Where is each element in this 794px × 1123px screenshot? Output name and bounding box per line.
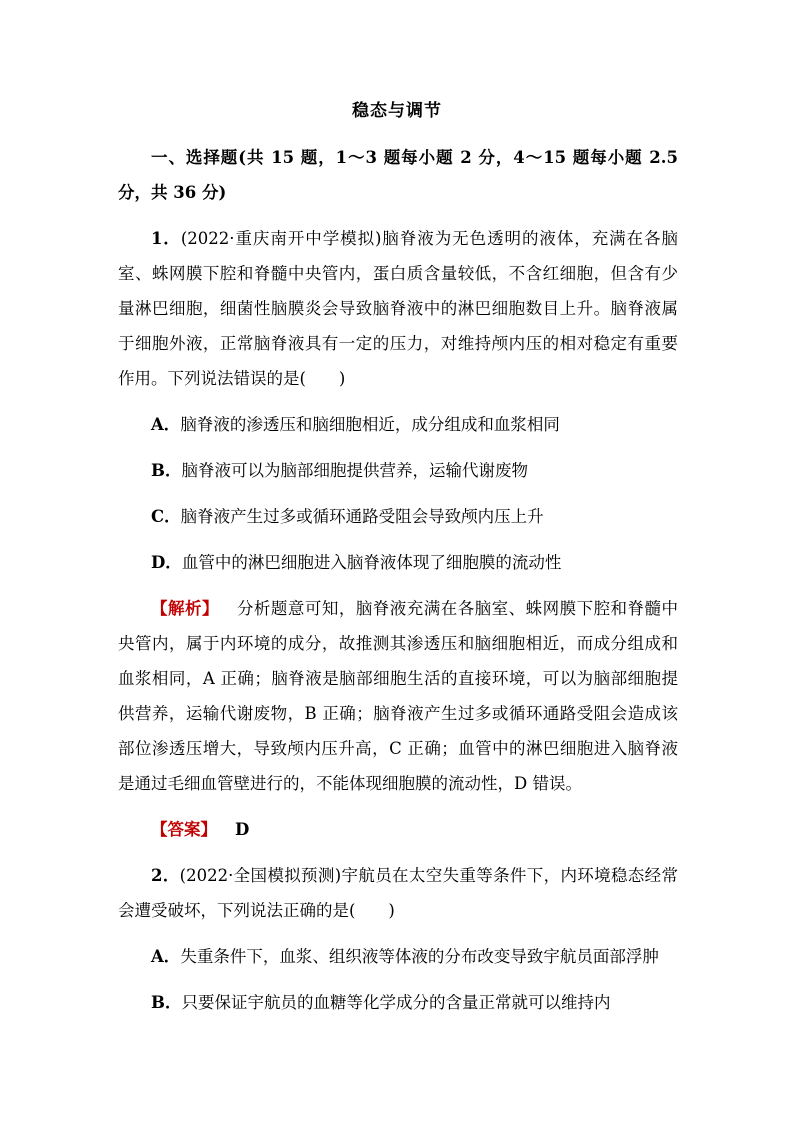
analysis-text: 分析题意可知，脑脊液充满在各脑室、蛛网膜下腔和脊髓中央管内，属于内环境的成分，故推测其渗透压和脑细胞相近，而成分组成和血浆相同，A 正确；脑脊液是脑部细胞生活的直接环境，可以为脑部细胞提供营养，运输代谢废物，B 正确；脑脊液产生过多或循环通路受阻会造成该部位渗透压增大，导致颅内压升高，C 正确；血管中的淋巴细胞进入脑脊液是通过毛细血管壁进行的，不能体现细胞膜的流动性，D 错误。 [118,599,679,793]
answer-value: D [235,820,250,839]
question-1-number: 1． [151,229,181,248]
section-heading: 一、选择题(共 15 题，1～3 题每小题 2 分，4～15 题每小题 2.5 分，共 36 分) [118,148,678,202]
option-text: 血管中的淋巴细胞进入脑脊液体现了细胞膜的流动性 [181,553,562,572]
answer-tag: 【答案】 [151,820,217,839]
question-2-option-b [118,985,678,1020]
option-text: 只要保证宇航员的血糖等化学成分的含量正常就可以维持内 [181,993,611,1012]
option-letter: C． [151,507,181,526]
question-2-stem: (2022·全国模拟预测)宇航员在太空失重等条件下，内环境稳态经常会遭受破坏，下列说法正确的是( ) [118,866,678,920]
question-1-stem: (2022·重庆南开中学模拟)脑脊液为无色透明的液体，充满在各脑室、蛛网膜下腔和脊髓中央管内，蛋白质含量较低，不含红细胞，但含有少量淋巴细胞，细菌性脑膜炎会导致脑脊液中的淋巴细胞数目上升。脑脊液属于细胞外液，正常脑脊液具有一定的压力，对维持颅内压的相对稳定有重要作用。下列说法错误的是( ) [118,229,678,388]
question-2 [118,858,678,928]
question-1 [118,221,678,396]
option-text: 脑脊液可以为脑部细胞提供营养，运输代谢废物 [181,461,528,480]
page-title: 稳态与调节 [352,101,442,121]
question-1-option-b [118,453,678,488]
option-text: 失重条件下，血浆、组织液等体液的分布改变导致宇航员面部浮肿 [180,947,659,966]
question-2-number: 2． [151,866,180,885]
question-1-answer [118,812,678,847]
option-letter: D． [151,553,182,572]
question-1-option-c [118,499,678,534]
question-1-option-d [118,545,678,580]
option-letter: B． [151,993,182,1012]
document-body [118,140,678,1031]
analysis-tag: 【解析】 [151,599,219,618]
option-letter: B． [151,461,182,480]
question-1-analysis [118,591,678,801]
option-letter: A． [151,947,181,966]
option-letter: A． [151,415,181,434]
option-text: 脑脊液产生过多或循环通路受阻会导致颅内压上升 [180,507,544,526]
question-2-option-a [118,939,678,974]
option-text: 脑脊液的渗透压和脑细胞相近，成分组成和血浆相同 [180,415,560,434]
question-1-option-a [118,407,678,442]
